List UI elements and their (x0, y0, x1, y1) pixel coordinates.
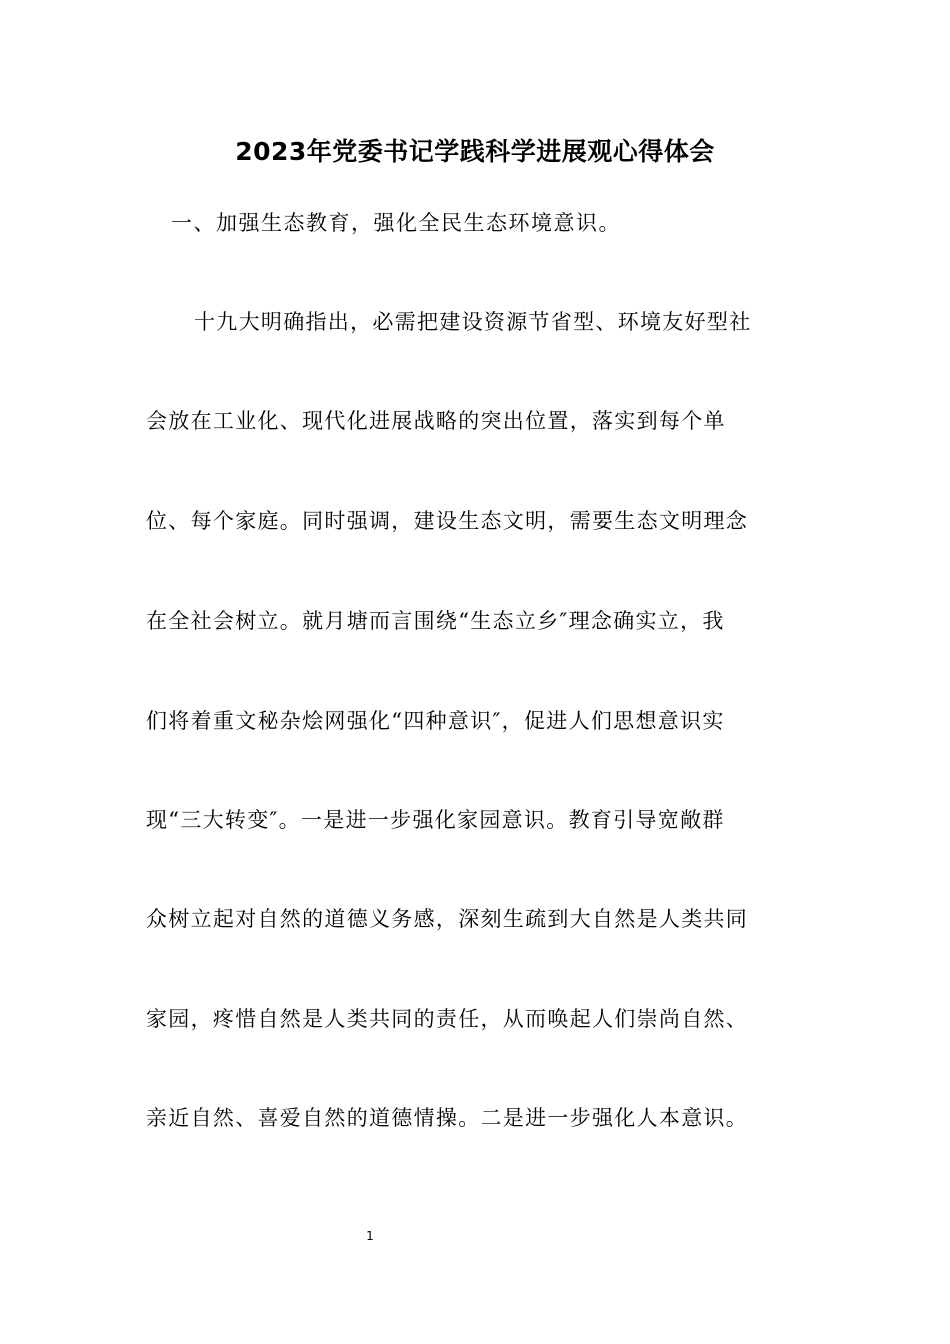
document-title: 2023年党委书记学践科学进展观心得体会 (235, 137, 715, 166)
paragraph-line: 们将着重文秘杂烩网强化“四种意识″，促进人们思想意识实 (146, 709, 725, 733)
paragraph-line: 十九大明确指出，必需把建设资源节省型、环境友好型社 (194, 310, 752, 334)
paragraph-line: 家园，疼惜自然是人类共同的责任，从而唤起人们崇尚自然、 (146, 1007, 749, 1031)
paragraph-line: 在全社会树立。就月塘而言围绕“生态立乡″理念确实立，我 (146, 609, 725, 633)
paragraph-line: 现“三大转变″。一是进一步强化家园意识。教育引导宽敞群 (146, 808, 725, 832)
paragraph-line: 亲近自然、喜爱自然的道德情操。二是进一步强化人本意识。 (146, 1106, 749, 1130)
section-heading: 一、加强生态教育，强化全民生态环境意识。 (171, 211, 621, 235)
paragraph-line: 众树立起对自然的道德义务感，深刻生疏到大自然是人类共同 (146, 907, 749, 931)
page-number: 1 (366, 1229, 374, 1243)
paragraph-line: 位、每个家庭。同时强调，建设生态文明，需要生态文明理念 (146, 509, 749, 533)
paragraph-line: 会放在工业化、现代化进展战略的突出位置，落实到每个单 (146, 409, 726, 433)
